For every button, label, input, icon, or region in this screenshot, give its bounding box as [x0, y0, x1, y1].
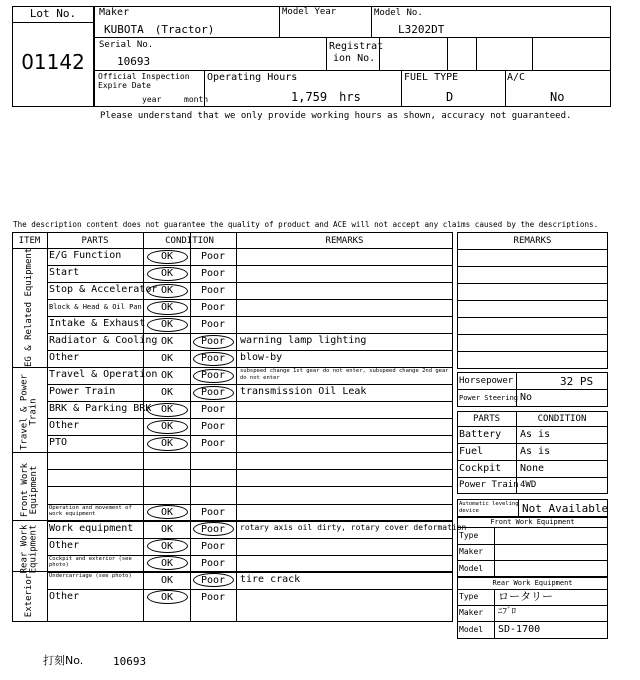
remarks-text: transmission Oil Leak [240, 386, 367, 398]
row-divider [47, 265, 453, 266]
group-exterior-label: Exterior [24, 573, 34, 618]
fuel-label: FUEL TYPE [404, 72, 459, 83]
auto-level-value: Not Available [522, 502, 609, 515]
auto-level-label-2: device [459, 508, 479, 514]
poor-option: Poor [200, 370, 226, 382]
row-divider [47, 299, 453, 300]
row-divider [47, 316, 453, 317]
poor-selected-circle [193, 369, 234, 383]
poor-option: Poor [200, 523, 226, 535]
year-label: year [142, 95, 162, 104]
part-label: Cockpit and exterior (see photo) [49, 555, 132, 568]
header-condition: CONDITION [165, 236, 214, 246]
auto-level-label-1: Automatic leveling [459, 501, 519, 507]
row-divider [47, 418, 453, 419]
part-label: Work equipment [49, 522, 134, 534]
ok-option: OK [160, 336, 174, 348]
front-work-title: Front Work Equipment [490, 518, 575, 526]
poor-option: Poor [200, 387, 226, 399]
ok-selected-circle [147, 505, 188, 519]
month-label: month [184, 95, 209, 104]
lot-label: Lot No. [29, 7, 77, 20]
poor-option: Poor [200, 540, 226, 552]
serial-label: Serial No. [99, 40, 154, 50]
poor-option: Poor [200, 506, 226, 518]
rear-maker-value: ﾆﾌﾞﾛ [498, 607, 517, 617]
maker-value: KUBOTA (Tractor) [104, 23, 215, 36]
ok-option: OK [160, 574, 174, 586]
remarks-text: blow-by [240, 352, 283, 364]
hours-value: 1,759 hrs [291, 90, 361, 104]
poor-selected-circle [193, 386, 234, 400]
poor-option: Poor [200, 438, 226, 450]
hours-notice: Please understand that we only provide working hours as shown, accuracy not guaranteed. [100, 111, 572, 121]
row-divider [47, 589, 453, 590]
fuel-cond-label: Fuel [459, 446, 484, 457]
part-label: Travel & Operation [49, 369, 158, 381]
ac-value: No [550, 90, 565, 104]
part-label: Power Train [49, 386, 116, 398]
part-label: Start [49, 267, 80, 278]
row-divider [47, 435, 453, 436]
part-label: Other [49, 420, 80, 432]
ok-option: OK [160, 523, 174, 535]
poor-option: Poor [200, 353, 226, 365]
part-label: Operation and movement of work equipment [49, 504, 132, 517]
ok-option: OK [160, 319, 174, 331]
poor-option: Poor [200, 336, 226, 348]
header-item: ITEM [18, 236, 41, 246]
right-remarks-header: REMARKS [513, 236, 552, 246]
row-divider [47, 282, 453, 283]
row-divider [47, 538, 453, 539]
poor-option: Poor [200, 268, 226, 279]
power-train-label: Power Train [459, 480, 519, 490]
fuel-value: D [446, 90, 454, 104]
ok-option: OK [160, 251, 174, 262]
remarks-text: subspeed change 1st gear do not enter, subspeed change 2nd gear do not enter [240, 368, 449, 381]
poor-option: Poor [200, 421, 226, 433]
registration-label-1: Registrat [329, 41, 384, 52]
poor-option: Poor [200, 574, 226, 586]
inspection-label-2: Expire Date [98, 81, 151, 90]
hours-label: Operating Hours [207, 72, 298, 83]
row-divider [47, 350, 453, 351]
rear-model-label: Model [459, 625, 484, 634]
row-divider [47, 333, 453, 334]
row-divider [47, 486, 453, 487]
poor-option: Poor [200, 302, 226, 314]
part-label: E/G Function [49, 250, 122, 261]
header-remarks: REMARKS [325, 236, 364, 246]
ok-option: OK [160, 421, 174, 433]
part-label: Other [49, 539, 80, 551]
front-maker-label: Maker [459, 547, 484, 556]
ok-option: OK [160, 285, 174, 297]
ok-option: OK [160, 302, 174, 314]
poor-selected-circle [193, 335, 234, 349]
lot-number: 01142 [21, 50, 85, 74]
row-divider [47, 469, 453, 470]
ok-selected-circle [147, 284, 188, 298]
row-divider [47, 384, 453, 385]
rear-type-label: Type [459, 592, 479, 601]
group-front-label: Front Work Equipment [20, 462, 39, 518]
ok-selected-circle [147, 556, 188, 570]
ok-selected-circle [147, 437, 188, 451]
registration-label-2: ion No. [333, 53, 376, 64]
maker-label: Maker [99, 7, 130, 18]
part-label: Block & Head & Oil Pan [49, 303, 142, 312]
battery-label: Battery [459, 429, 502, 440]
fuel-cond-value: As is [520, 446, 551, 457]
ok-option: OK [160, 370, 174, 382]
row-divider [47, 452, 453, 453]
header-parts: PARTS [81, 236, 109, 246]
model-no-label: Model No. [374, 8, 423, 18]
ok-option: OK [160, 557, 174, 569]
poor-option: Poor [200, 251, 226, 262]
rear-work-title: Rear Work Equipment [492, 579, 573, 587]
stamp-label: 打刻No. [43, 654, 84, 667]
poor-option: Poor [200, 591, 226, 603]
remarks-text: tire crack [240, 573, 301, 585]
rear-model-value: SD-1700 [498, 624, 541, 635]
row-divider [47, 401, 453, 402]
poor-selected-circle [193, 573, 234, 587]
front-model-label: Model [459, 564, 484, 573]
group-eg-label: EG & Related Equipment [24, 247, 34, 367]
cockpit-value: None [520, 463, 545, 474]
inspection-label-1: Official Inspection [98, 72, 190, 81]
power-steering-value: No [520, 392, 533, 403]
stamp-value: 10693 [113, 655, 147, 668]
ok-selected-circle [147, 318, 188, 332]
group-rear-label: Rear Work Equipment [19, 524, 39, 574]
row-divider [47, 521, 453, 522]
poor-option: Poor [200, 557, 226, 569]
parts-header: PARTS [472, 414, 501, 424]
description-notice: The description content does not guarantee the quality of product and ACE will not accept any claims caused by the descriptions. [13, 220, 599, 229]
poor-selected-circle [193, 352, 234, 366]
power-train-value: 4WD [520, 480, 537, 490]
ok-option: OK [160, 438, 174, 450]
ok-option: OK [160, 506, 174, 518]
ok-option: OK [160, 404, 174, 416]
model-no-value: L3202DT [398, 23, 445, 36]
condition-header: CONDITION [537, 414, 587, 424]
poor-option: Poor [200, 319, 226, 331]
ok-selected-circle [147, 250, 188, 264]
ok-option: OK [160, 387, 174, 399]
battery-value: As is [520, 429, 551, 440]
cockpit-label: Cockpit [459, 463, 502, 474]
horsepower-value: 32 PS [560, 375, 594, 388]
ok-selected-circle [147, 539, 188, 553]
remarks-text: warning lamp lighting [240, 335, 367, 347]
ok-option: OK [160, 268, 174, 279]
ok-option: OK [160, 591, 174, 603]
ok-selected-circle [147, 403, 188, 417]
part-label: Radiator & Cooling [49, 335, 158, 347]
front-type-label: Type [459, 531, 479, 540]
group-travel-label: Travel & Power Train [19, 374, 39, 450]
part-label: BRK & Parking BRK [49, 403, 152, 415]
model-year-label: Model Year [282, 7, 337, 17]
rear-maker-label: Maker [459, 608, 484, 617]
part-label: PTO [49, 437, 68, 449]
part-label: Stop & Accelerator [49, 284, 158, 296]
poor-option: Poor [200, 404, 226, 416]
part-label: Other [49, 590, 80, 602]
ok-selected-circle [147, 267, 188, 281]
serial-value: 10693 [117, 55, 151, 68]
ac-label: A/C [507, 72, 526, 83]
horsepower-label: Horsepower [459, 376, 514, 386]
ok-selected-circle [147, 301, 188, 315]
part-label: Other [49, 352, 80, 364]
part-label: Intake & Exhaust [49, 318, 146, 330]
rear-type-value: ロータリー [498, 590, 553, 603]
ok-selected-circle [147, 590, 188, 604]
ok-option: OK [160, 540, 174, 552]
remarks-text: rotary axis oil dirty, rotary cover deformation [240, 522, 467, 532]
ok-selected-circle [147, 420, 188, 434]
power-steering-label: Power Steering [459, 394, 519, 402]
poor-option: Poor [200, 285, 226, 297]
ok-option: OK [160, 353, 174, 365]
poor-selected-circle [193, 522, 234, 536]
part-label: Undercarriage (see photo) [49, 572, 132, 579]
